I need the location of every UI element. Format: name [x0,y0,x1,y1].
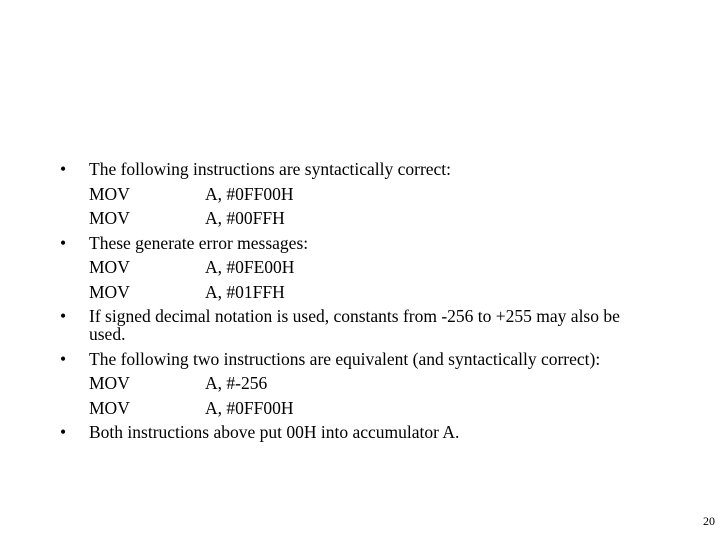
code-line [60,371,660,396]
bullet-item [60,304,660,347]
bullet-text: The following instructions are syntactically correct: [89,159,452,179]
code-line [60,206,660,231]
bullet-marker: • [60,159,67,179]
code-operands: A, #0FF00H [205,397,294,418]
code-operands: A, #0FE00H [205,257,295,277]
code-opcode: MOV [89,208,130,228]
bullet-text: If signed decimal notation is used, constants from -256 to +255 may also be used. [89,306,620,344]
bullet-text: Both instructions above put 00H into accumulator A. [89,422,460,442]
bullet-marker: • [60,232,67,253]
code-line [60,255,660,280]
code-opcode: MOV [89,373,130,393]
code-opcode: MOV [89,183,130,204]
bullet-item [60,231,660,256]
bullet-item [60,347,660,372]
bullet-text: The following two instructions are equivalent (and syntactically correct): [89,348,601,369]
bullet-marker: • [60,422,67,442]
slide-body [60,157,660,445]
code-line [60,280,660,305]
code-operands: A, #-256 [205,373,268,393]
bullet-marker: • [60,348,67,369]
bullet-item [60,420,660,445]
code-line [60,182,660,207]
code-operands: A, #01FFH [205,281,285,302]
code-line [60,396,660,421]
code-operands: A, #00FFH [205,208,285,228]
code-opcode: MOV [89,397,130,418]
code-operands: A, #0FF00H [205,183,294,204]
page-number: 20 [703,514,715,528]
bullet-text: These generate error messages: [89,232,309,253]
bullet-marker: • [60,306,67,326]
code-opcode: MOV [89,281,130,302]
bullet-item [60,157,660,182]
code-opcode: MOV [89,257,130,277]
